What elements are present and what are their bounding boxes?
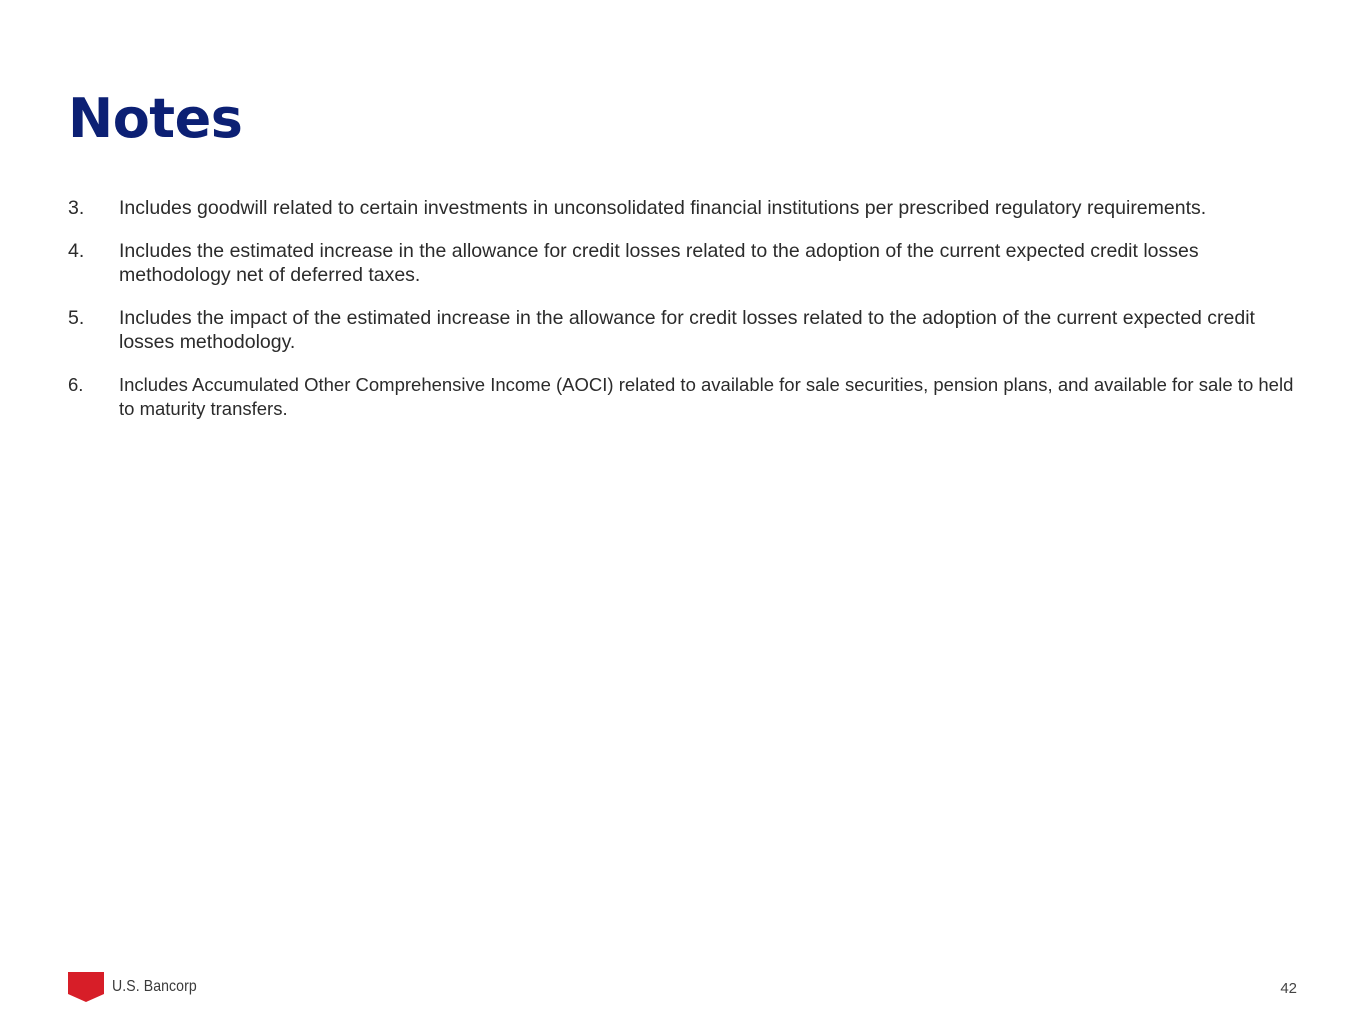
note-text: Includes the estimated increase in the allowance for credit losses related to the adoption of the current expected credit losses methodology net of deferred taxes.: [119, 240, 1199, 286]
note-number: 5.: [68, 307, 85, 329]
logo-text: U.S. Bancorp: [112, 978, 197, 995]
note-text: Includes the impact of the estimated increase in the allowance for credit losses related to the adoption of the current expected credit losses methodology.: [119, 307, 1255, 353]
note-item: [68, 196, 1308, 220]
shield-icon: [68, 972, 104, 1002]
note-item: [68, 373, 1308, 421]
note-text: Includes goodwill related to certain investments in unconsolidated financial institutions per prescribed regulatory requirements.: [119, 197, 1207, 219]
note-number: 4.: [68, 240, 85, 262]
note-number: 3.: [68, 197, 85, 219]
note-item: [68, 306, 1308, 354]
note-number: 6.: [68, 374, 84, 395]
note-item: [68, 239, 1308, 287]
note-text: Includes Accumulated Other Comprehensive Income (AOCI) related to available for sale securities, pension plans, and available for sale to held to maturity transfers.: [119, 374, 1294, 419]
page-number: 42: [1280, 980, 1297, 997]
page-title: Notes: [68, 87, 243, 150]
notes-list: [68, 196, 1308, 440]
company-logo: [68, 972, 208, 1002]
